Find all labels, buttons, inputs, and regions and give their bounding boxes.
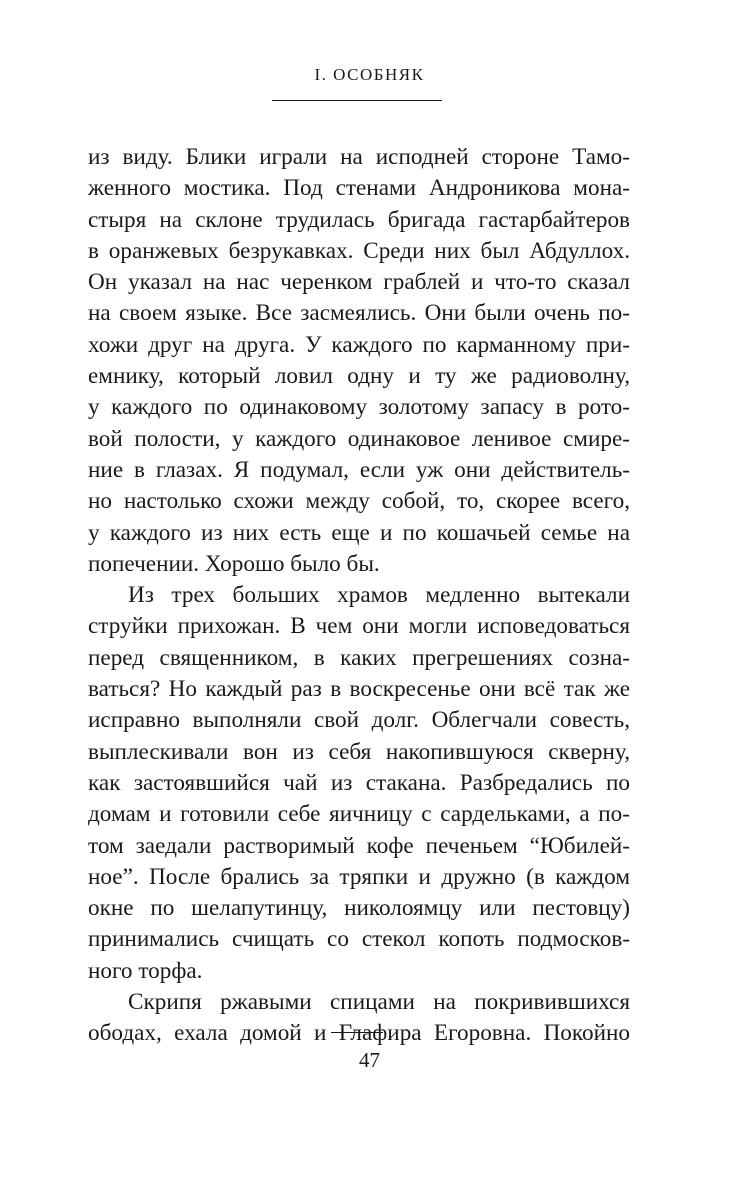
- text-line: ное”. После брались за тряпки и дружно (в каждом: [88, 863, 630, 890]
- text-line: вой полости, у каждого одинаковое ленивое смире-: [88, 425, 630, 452]
- text-line: попечении. Хорошо было бы.: [88, 550, 380, 577]
- text-line: у каждого по одинаковому золотому запасу в рото-: [88, 394, 630, 421]
- text-line: ободах, ехала домой и Глафира Егоровна. Покойно: [88, 1020, 630, 1047]
- text-line: перед священником, в каких прегрешениях созна-: [88, 644, 630, 671]
- text-line: том заедали растворимый кофе печеньем “Юбилей-: [88, 832, 630, 859]
- text-line: но настолько схожи между собой, то, скорее всего,: [88, 488, 630, 515]
- text-line: ние в глазах. Я подумал, если уж они действитель-: [88, 456, 630, 483]
- text-line: у каждого из них есть еще и по кошачьей семье на: [88, 519, 630, 546]
- text-line: стыря на склоне трудилась бригада гастарбайтеров: [88, 206, 630, 233]
- running-head: I. ОСОБНЯК: [314, 65, 425, 84]
- text-line: струйки прихожан. В чем они могли исповедоваться: [88, 613, 630, 640]
- text-line: выплескивали вон из себя накопившуюся скверну,: [88, 738, 630, 765]
- text-line: хожи друг на друга. У каждого по карманному при-: [88, 331, 630, 358]
- text-line: емнику, который ловил одну и ту же радиоволну,: [88, 363, 630, 390]
- text-line: в оранжевых безрукавках. Среди них был Абдуллох.: [88, 237, 630, 264]
- text-line: как застоявшийся чай из стакана. Разбредались по: [88, 769, 630, 796]
- text-line: из виду. Блики играли на исподней стороне Тамо-: [88, 144, 630, 170]
- header-rule: [272, 100, 442, 101]
- body-text: [88, 142, 630, 1050]
- text-line: принимались счищать со стекол копоть подмосков-: [88, 926, 630, 953]
- text-line-indented: Скрипя ржавыми спицами на покривившихся: [128, 989, 630, 1016]
- text-line: окне по шелапутинцу, николоямцу или пестовцу): [88, 895, 630, 922]
- text-line: ного торфа.: [88, 957, 203, 984]
- text-line: на своем языке. Все засмеялись. Они были очень по-: [88, 300, 630, 327]
- text-line: домам и готовили себе яичницу с сардельками, а по-: [88, 801, 630, 828]
- text-line: Он указал на нас черенком граблей и что-то сказал: [88, 269, 630, 296]
- page-number: 47: [359, 1048, 380, 1072]
- text-line: женного мостика. Под стенами Андроникова мона-: [88, 175, 630, 202]
- footer-rule: [331, 1032, 383, 1033]
- text-line: ваться? Но каждый раз в воскресенье они всё так же: [88, 676, 630, 703]
- text-line: исправно выполняли свой долг. Облегчали совесть,: [88, 707, 630, 734]
- text-line-indented: Из трех больших храмов медленно вытекали: [128, 582, 630, 609]
